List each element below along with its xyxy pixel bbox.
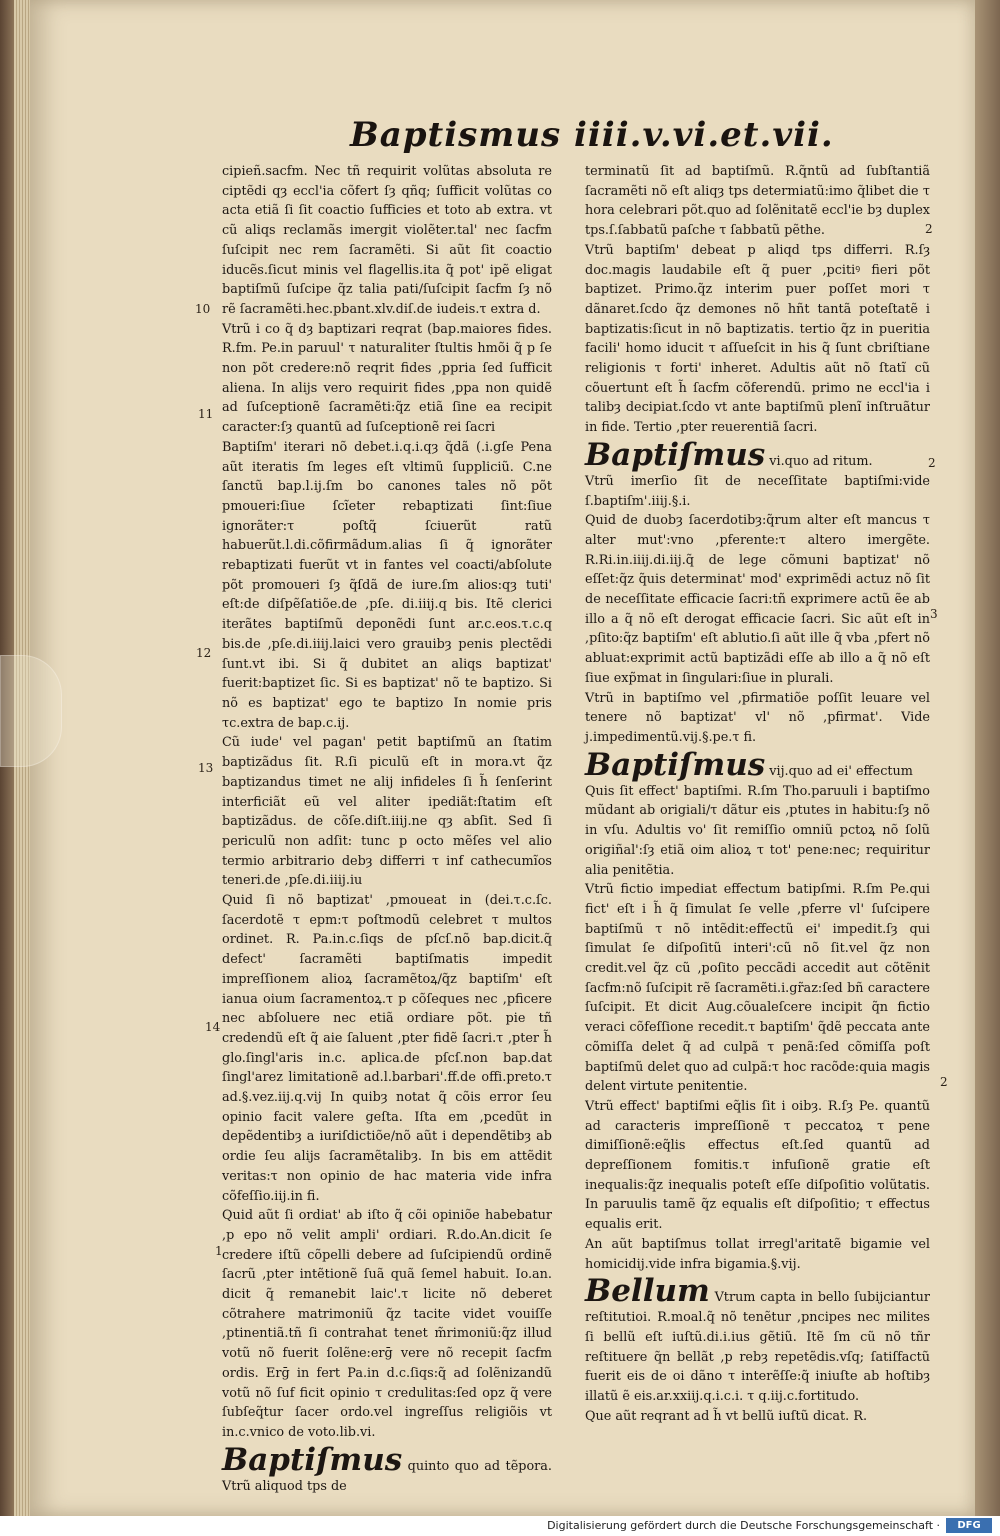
margin-number: 3	[930, 607, 938, 621]
margin-number: 12	[196, 646, 212, 660]
paragraph: An aũt baptiſmus tollat irregl'aritatẽ bigamie vel homicidij.vide infra bigamia.§.vij.	[585, 1236, 930, 1272]
left-column	[222, 162, 552, 1496]
margin-number: 11	[198, 407, 214, 421]
margin-number: 2	[928, 456, 936, 470]
paragraph: Vtrũ fictio impediat effectum batipſmi. R.ſm Pe.qui fict' eſt i h̃ q̃ ſimulat ſe velle ,pferre vl' ſuſcipere baptiſmũ τ nõ intẽdit:effectũ ei' impedit.ſȝ qui ſimulat ſe diſpoſitũ interi':cũ nõ ſit.vel q̃z non credit.vel q̃z cũ ,poſito peccãdi accedit aut cõtẽnit ſacfm:nõ ſuſcipit rẽ ſacramẽti.i.gr̃az:ſed bñ caractere ſuſcipit. Et dicit Aug.cõualeſcere incipit q̃n fictio veraci cõfeſſione recedit.τ baptiſm' q̃dẽ peccata ante cõmiſſa delet q̃ ad culpã τ penã:ſed cõmiſſa poſt baptiſmũ delet quo ad culpã:τ hoc racõde:quia magis delent virtute penitentie.	[585, 882, 930, 1095]
paragraph: cipieñ.sacfm. Nec tñ requirit volũtas absoluta re ciptẽdi qȝ eccl'ia cõfert ſȝ qñq; ſufficit volũtas co acta etiã ſi ſit coactio ſufficies et toto ab extra. vt cũ aliqs reclamãs imergit violẽter.tal' nec ſacfm ſuſcipit nec rem ſacramẽti. Si aũt ſit coactio iducẽs.ſicut minis vel flagellis.ita q̃ pot' ipẽ eligat baptiſmũ ſuſcipe q̃z talia pati/ſuſcipit ſacfm ſȝ nõ rẽ ſacramẽti.hec.pbant.xlv.diſ.de iudeis.τ extra d.	[222, 164, 552, 317]
footer-bar	[0, 1516, 1000, 1536]
paragraph: Vtrũ baptiſm' debeat p aliqd tps differri. R.ſȝ doc.magis laudabile eſt q̃ puer ,pcitiꝰ fieri põt baptizet. Primo.q̃z interim puer poſſet mori τ dãnaret.ſcdo q̃z demones nõ hñt tantã poteſtatẽ i baptizatis:ſicut in nõ baptizatis. tertio q̃z in pueritia facili' homo iducit τ aſſueſcit in his q̃ ſunt cbriſtiane religionis τ forti' inheret. Adultis aũt nõ ſtatĩ cũ cõuertunt eſt h̃ ſacfm cõferendũ. primo ne eccl'ia i talibȝ decipiat.ſcdo vt ante baptiſmũ plenĩ inſtruãtur in fide. Tertio ,pter reuerentiã ſacri.	[585, 242, 930, 436]
rubric-bellum	[585, 1274, 930, 1407]
rubric-text: quinto quo ad tẽpora. Vtrũ aliquod tps de	[222, 1458, 552, 1494]
binding-right	[975, 0, 1000, 1516]
rubric-text: vij.quo ad ei' effectum	[769, 763, 913, 779]
right-column	[585, 162, 930, 1426]
dfg-logo-icon: DFG	[946, 1518, 992, 1533]
margin-number: 13	[198, 761, 214, 775]
rubric-text: Vtrum capta in bello ſubijciantur reſtitutioi. R.moal.q̃ nõ tenẽtur ,pncipes nec milites ſi bellũ eſt iuſtũ.di.i.ius gẽtiũ. Itẽ ſm cũ nõ tñr reſtituere q̃n bellãt ,p rebȝ repetẽdis.vſq; ſatiſfactũ fuerit eis de oi dãno τ interẽſſe:q̃ iniuſte ab hoſtibȝ illatũ ẽ eis.ar.xxiij.q.i.c.i. τ q.iij.c.fortitudo.	[585, 1290, 930, 1405]
margin-number: 2	[925, 222, 933, 236]
margin-number: 14	[205, 1020, 221, 1034]
running-header: Baptismus iiii.v.vi.et.vii.	[350, 115, 834, 155]
paragraph: Quid aũt ſi ordiat' ab iſto q̃ cõi opiniõe habebatur ,p epo nõ velit ampli' ordiari. R.do.An.dicit ſe credere iſtũ cõpelli debere ad ſuſcipiendũ ordinẽ ſacrũ ,pter intẽtionẽ ſuã quã ſemel habuit. Io.an. dicit q̃ remanebit laic'.τ licite nõ deberet cõtrahere matrimoniũ q̃z tacite videt vouiſſe ,ptinentiã.tñ ſi contrahat tenet m̃rimoniũ:q̃z illud votũ nõ fuerit ſolẽne:erḡ vere nõ recepit ſacfm ordis. Erḡ in fert Pa.in d.c.ſiqs:q̃ ad ſolẽnizandũ votũ nõ ſuf ficit opinio τ credulitas:ſed opz q̃ vere ſubſeq̃tur ſacer ordo.vel ingreſſus religiõis vt in.c.vnico de voto.lib.vi.	[222, 1208, 552, 1440]
paragraph: Quid de duobȝ ſacerdotibȝ:q̃rum alter eſt mancus τ alter mut':vno ,pferente:τ altero imergẽte. R.Ri.in.iiij.di.iij.q̃ de lege cõmuni baptizat' nõ eſſet:q̃z q̃uis determinat' mod' exprimẽdi actuz nõ ſit de neceſſitate efficacie ſacri:tñ exprimere actũ ẽe ab illo a q̃ nõ eſt derogat efficacie ſacri. Sic aũt eſt in ,pſito:q̃z baptiſm' eſt ablutio.ſi aũt ille q̃ vba ,pfert nõ abluat:exprimit actũ baptizãdi eſſe ab illo a q̃ nõ eſt ſiue exp̃mat in ſingulari:ſiue in plurali.	[585, 513, 930, 686]
paragraph: Vtrũ i co q̃ dȝ baptizari reqrat (bap.maiores fides. R.fm. Pe.in paruul' τ naturaliter ſtultis hmõi q̃ p ſe non põt credere:nõ reqrit fides ,ppria ſed ſufficit aliena. In alijs vero requirit fides ,ppa non quidẽ ad ſuſceptionẽ ſacramẽti:q̃z etiã ſine ea recipit caracter:ſȝ quantũ ad ſuſceptionẽ rei ſacri	[222, 321, 552, 436]
rubric-word: Baptiſmus	[585, 436, 766, 473]
rubric-word: Baptiſmus	[585, 746, 766, 783]
paragraph: Quid ſi nõ baptizat' ,pmoueat in (dei.τ.c.ſc. ſacerdotẽ τ epm:τ poſtmodũ celebret τ multos ordinet. R. Pa.in.c.ſiqs de pſcſ.nõ bap.dicit.q̃ defect' ſacramẽti baptiſmatis impedit impreſſionem alioꝝ ſacramẽtoꝝ/q̃z baptiſm' eſt ianua oium ſacramentoꝝ.τ p cõſeques nec ,pficere nec abſoluere nec etiã ordiare põt. pie tñ credendũ eſt q̃ aie ſaluent ,pter fidẽ ſacri.τ ,pter h̃ glo.ſingl'aris in.c. aplica.de pſcſ.non bap.dat ſingl'arez limitationẽ ad.l.barbari'.ff.de offi.preto.τ ad.§.vez.iij.q.vij In quibȝ notat q̃ cõis error ſeu opinio facit valere geſta. Iſta em ,pcedũt in depẽdentibȝ a iuriſdictiõe/nõ aũt i dependẽtibȝ ab ordie ſeu alijs ſacramẽtalibȝ. In bis em attẽdit veritas:τ non opinio de hac materia vide infra cõfeſſio.iij.in fi.	[222, 893, 552, 1204]
rubric-text: vi.quo ad ritum.	[769, 453, 873, 469]
paragraph: Cũ iude' vel pagan' petit baptiſmũ an ſtatim baptizãdus ſit. R.ſi piculũ eſt in mora.vt q̃z baptizandus timet ne alij infideles ſi h̃ ſenſerint interficiãt eũ vel aliter ipediãt:ſtatim eſt baptizãdus. de cõſe.diſt.iiij.ne qȝ abſit. Sed ſi periculũ non adſit: tunc p octo mẽſes vel alio termio arbitrario debȝ differri τ inf cathecumĩos teneri.de ,pſe.di.iiij.iu	[222, 735, 552, 889]
paragraph: Baptiſm' iterari nõ debet.i.q.i.qȝ q̃dã (.i.gſe Pena aũt iteratis ſm leges eſt vltimũ ſuppliciũ. C.ne ſanctũ bap.l.ij.ſm bo canones tales nõ põt pmoueri:ſiue ſcĩeter rebaptizati ſint:ſiue ignorãter:τ poſtq̃ ſciuerũt ratũ habuerũt.l.di.cõfirmãdum.alias ſi q̃ ignorãter rebaptizati fuerũt vt in fantes vel coacti/abſolute põt promoueri ſȝ q̃ſdã de iure.ſm alios:qȝ tuti' eſt:de diſpẽſatiõe.de ,pſe. di.iiij.q bis. Itẽ clerici iterãtes baptiſmũ deponẽdi ſunt ar.c.eos.τ.c.q bis.de ,pſe.di.iiij.laici vero grauibȝ penis plectẽdi ſunt.vt ibi. Si q̃ dubitet an aliqs baptizat' fuerit:baptizet ſic. Si es baptizat' nõ te baptizo. Si nõ es baptizat' ego te baptizo In nomie pris τc.extra de bap.c.ij.	[222, 439, 552, 731]
paragraph: Que aũt reqrant ad h̃ vt bellũ iuſtũ dicat. R.	[585, 1408, 868, 1424]
paragraph: Vtrũ effect' baptiſmi eq̃lis ſit i oibȝ. R.ſȝ Pe. quantũ ad caracteris impreſſionẽ τ peccatoꝝ τ pene dimiſſionẽ:eq̃lis effectus eſt.ſed quantũ ad depreſſionem fomitis.τ infuſionẽ gratie eſt inequalis:q̃z inequalis poteſt eſſe diſpoſitio volũtatis. In paruulis tamẽ q̃z equalis eſt diſpoſitio; τ effectus equalis erit.	[585, 1098, 930, 1233]
rubric-word: Bellum	[585, 1273, 710, 1310]
bookmark-ribbon	[0, 655, 62, 767]
rubric-word: Baptiſmus	[222, 1441, 403, 1478]
margin-number: 1	[215, 1244, 223, 1258]
rubric-baptismus-v	[222, 1443, 552, 1497]
digitization-credit: Digitalisierung gefördert durch die Deutsche Forschungsgemeinschaft ·	[547, 1519, 940, 1532]
rubric-baptismus-vi	[585, 438, 930, 472]
paragraph: Vtrũ in baptiſmo vel ,pfirmatiõe poſſit leuare vel tenere nõ baptizat' vl' nõ ,pfirmat'. Vide j.impedimentũ.vij.§.pe.τ fi.	[585, 690, 930, 745]
margin-number: 2	[940, 1075, 948, 1089]
paragraph: Quis ſit effect' baptiſmi. R.ſm Tho.paruuli i baptiſmo mũdant ab origiali/τ dãtur eis ,ptutes in habitu:ſȝ nõ in vſu. Adultis vo' ſit remiſſio omniũ pctoꝝ nõ ſolũ origiñal':ſȝ etiã oim alioꝝ τ tot' pene:nec; requiritur alia penitẽtia.	[585, 783, 930, 878]
paragraph: terminatũ ſit ad baptiſmũ. R.q̃ntũ ad ſubſtantiã ſacramẽti nõ eſt aliqȝ tps determiatũ:imo q̃libet die τ hora celebrari põt.quo ad ſolẽnitatẽ eccl'ie bȝ duplex tps.ſ.ſabbatũ paſche τ ſabbatũ pẽthe.	[585, 164, 930, 239]
rubric-baptismus-vii	[585, 748, 930, 782]
margin-number: 10	[195, 302, 211, 316]
paragraph: Vtrũ imerſio ſit de neceſſitate baptiſmi:vide ſ.baptiſm'.iiij.§.i.	[585, 473, 930, 509]
